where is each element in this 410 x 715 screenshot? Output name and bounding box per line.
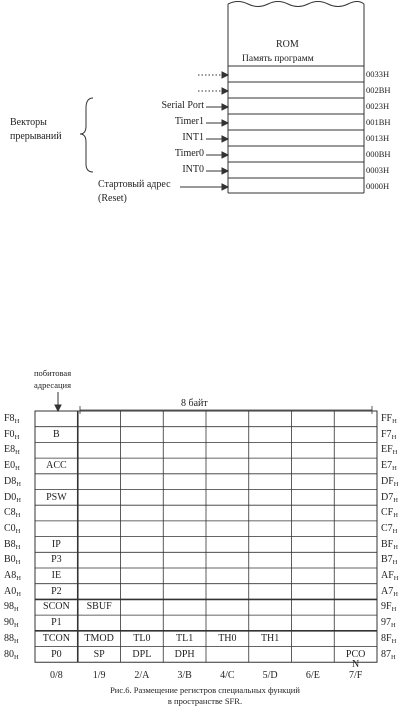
register-name: SCON — [43, 601, 70, 613]
vector-label: INT0 — [182, 164, 204, 175]
width-label: 8 байт — [181, 398, 208, 409]
hex-subscript: H — [393, 512, 398, 520]
hex-subscript: H — [15, 449, 20, 457]
sfr-register-cell — [35, 634, 78, 644]
sfr-column-label: 0/8 — [49, 670, 63, 682]
arrow-head — [222, 136, 228, 142]
caption-line1: Рис.6. Размещение регистров специальных функций — [110, 685, 300, 695]
register-name: IP — [51, 538, 61, 550]
vector-label: Timer0 — [174, 148, 204, 159]
sfr-register-cell — [78, 650, 121, 660]
sfr-row-address-left: $A0_H$ — [4, 585, 21, 598]
rom-subtitle: Память программ — [242, 54, 314, 64]
register-name: P0 — [51, 648, 62, 660]
hex-subscript: H — [16, 575, 21, 582]
bit-addressing-label-line1: побитовая — [34, 368, 72, 378]
sfr-row-address-left: $A8_H$ — [4, 570, 21, 582]
register-name: PSW — [46, 491, 67, 503]
sfr-register-cell — [35, 540, 78, 550]
vectors-label-line2: прерываний — [10, 131, 62, 142]
register-name: ACC — [46, 460, 67, 472]
register-name: TCON — [42, 632, 70, 644]
sfr-row-address-right: $E7_H$ — [381, 460, 397, 473]
bit-addressing-label-line2: адресация — [34, 380, 71, 390]
register-name: TMOD — [84, 632, 114, 644]
register-name: TL1 — [176, 632, 194, 644]
sfr-row-address-left: $88_H$ — [4, 632, 19, 645]
sfr-row-address-right: $9F_H$ — [381, 601, 397, 614]
sfr-row-address-right: $EF_H$ — [381, 444, 398, 457]
hex-subscript: H — [392, 449, 398, 457]
hex-subscript: H — [15, 512, 21, 520]
hex-subscript: H — [15, 465, 20, 473]
bit-addressing-arrow-head — [55, 405, 61, 411]
sfr-row-address-left: $C8_H$ — [4, 507, 21, 520]
sfr-row-address-right: $FF_H$ — [381, 413, 397, 425]
sfr-register-cell — [121, 634, 164, 644]
sfr-row-address-left: $F8_H$ — [4, 413, 20, 425]
register-name: TL0 — [133, 632, 151, 644]
register-name: P3 — [51, 554, 62, 566]
sfr-row-address-left: $E8_H$ — [4, 444, 20, 457]
sfr-row-address-right: $B7_H$ — [381, 554, 398, 567]
sfr-register-cell — [35, 430, 78, 440]
register-name: IE — [51, 570, 62, 581]
register-name: P1 — [51, 617, 62, 629]
rom-address: 0023H — [366, 101, 390, 111]
sfr-column-label: 7/F — [348, 670, 363, 682]
hex-subscript: H — [391, 433, 397, 441]
sfr-column-label: 6/E — [305, 670, 320, 682]
rom-address: 0013H — [366, 133, 390, 143]
caption-line2: в пространстве SFR. — [167, 696, 243, 706]
sfr-register-cell — [163, 634, 206, 644]
arrow-head — [222, 72, 228, 78]
vector-label: INT1 — [182, 132, 204, 143]
sfr-register-cell — [35, 571, 78, 581]
hex-subscript: H — [14, 622, 19, 630]
sfr-row-address-left: $90_H$ — [4, 617, 19, 630]
hex-subscript: H — [392, 465, 397, 473]
hex-subscript: H — [391, 622, 396, 630]
register-name: B — [53, 428, 60, 440]
arrow-head — [222, 104, 228, 110]
sfr-row-address-left: $B8_H$ — [4, 538, 21, 551]
sfr-row-address-right: $97_H$ — [381, 617, 396, 630]
sfr-register-cell — [163, 650, 206, 660]
sfr-row-address-right: $C7_H$ — [381, 522, 398, 535]
sfr-register-cell — [121, 650, 164, 660]
sfr-column-label: 1/9 — [92, 670, 106, 682]
sfr-register-cell — [35, 618, 78, 628]
hex-subscript: H — [392, 559, 398, 567]
register-name: N — [352, 658, 360, 670]
sfr-register-cell — [35, 461, 78, 471]
hex-subscript: H — [15, 559, 21, 567]
hex-subscript: H — [16, 480, 21, 488]
start-address-label-line2: (Reset) — [98, 193, 127, 204]
vector-label: Serial Port — [161, 100, 204, 111]
rom-torn-edge — [228, 2, 364, 7]
sfr-register-cell — [35, 602, 78, 612]
register-name: TH1 — [260, 632, 280, 644]
rom-address: 0003H — [366, 165, 390, 175]
sfr-register-cell — [35, 555, 78, 565]
arrow-head — [222, 168, 228, 174]
sfr-row-address-right: $8F_H$ — [381, 632, 397, 645]
hex-subscript: H — [393, 480, 399, 488]
register-name: PCO — [345, 648, 366, 660]
arrow-head — [222, 152, 228, 158]
register-name: SBUF — [86, 601, 112, 613]
sfr-row-address-left: $C0_H$ — [4, 522, 21, 535]
sfr-register-cell — [78, 634, 121, 644]
register-name: TH0 — [218, 632, 237, 644]
hex-subscript: H — [391, 653, 396, 661]
sfr-register-cell — [35, 587, 78, 597]
hex-subscript: H — [14, 637, 19, 645]
hex-subscript: H — [15, 543, 21, 551]
sfr-register-cell — [35, 650, 78, 660]
hex-subscript: H — [393, 590, 398, 598]
hex-subscript: H — [392, 527, 398, 535]
sfr-row-address-left: $E0_H$ — [4, 460, 20, 473]
register-name: DPL — [132, 648, 152, 660]
sfr-row-address-right: $DF_H$ — [381, 475, 399, 488]
sfr-register-cell — [35, 493, 78, 503]
hex-subscript: H — [391, 637, 397, 645]
sfr-row-address-right: $F7_H$ — [381, 428, 397, 441]
sfr-row-address-right: $A7_H$ — [381, 585, 398, 598]
start-address-label-line1: Стартовый адрес — [98, 179, 171, 190]
hex-subscript: H — [393, 543, 398, 551]
hex-subscript: H — [14, 653, 19, 661]
rom-address: 0033H — [366, 69, 390, 79]
sfr-row-address-left: $B0_H$ — [4, 554, 21, 567]
sfr-row-address-right: $87_H$ — [381, 648, 396, 661]
arrow-head — [222, 88, 228, 94]
vectors-brace — [80, 98, 93, 172]
rom-title: ROM — [276, 39, 299, 50]
sfr-register-cell — [206, 634, 249, 644]
sfr-column-label: 4/C — [220, 670, 235, 682]
sfr-column-label: 2/A — [134, 670, 150, 682]
hex-subscript: H — [393, 496, 398, 504]
hex-subscript: H — [14, 418, 20, 425]
hex-subscript: H — [16, 496, 21, 504]
hex-subscript: H — [16, 590, 21, 598]
rom-address: 002BH — [366, 85, 391, 95]
register-name: SP — [93, 648, 105, 660]
sfr-row-address-right: $BF_H$ — [381, 538, 398, 551]
sfr-register-cell — [334, 650, 377, 670]
hex-subscript: H — [391, 606, 397, 614]
sfr-register-cell — [249, 634, 292, 644]
sfr-row-address-left: $80_H$ — [4, 648, 19, 661]
hex-subscript: H — [14, 606, 19, 614]
sfr-row-address-right: $D7_H$ — [381, 491, 398, 504]
hex-subscript: H — [392, 418, 397, 425]
rom-address: 001BH — [366, 117, 391, 127]
rom-address: 000BH — [366, 149, 391, 159]
sfr-column-label: 5/D — [262, 670, 278, 682]
sfr-row-address-right: $AF_H$ — [381, 570, 399, 582]
arrow-head — [222, 120, 228, 126]
sfr-column-label: 3/B — [177, 670, 192, 682]
hex-subscript: H — [14, 433, 20, 441]
hex-subscript: H — [393, 575, 399, 582]
rom-address: 0000H — [366, 181, 390, 191]
register-name: P2 — [51, 585, 62, 597]
sfr-row-address-left: $F0_H$ — [4, 428, 20, 441]
sfr-register-cell — [78, 602, 121, 612]
hex-subscript: H — [15, 527, 21, 535]
vector-label: Timer1 — [174, 116, 204, 127]
sfr-row-address-left: $D8_H$ — [4, 475, 21, 488]
sfr-row-address-left: $D0_H$ — [4, 491, 21, 504]
sfr-row-address-right: $CF_H$ — [381, 507, 398, 520]
register-name: DPH — [174, 648, 195, 660]
vectors-label-line1: Векторы — [10, 117, 47, 128]
sfr-row-address-left: $98_H$ — [4, 601, 19, 614]
